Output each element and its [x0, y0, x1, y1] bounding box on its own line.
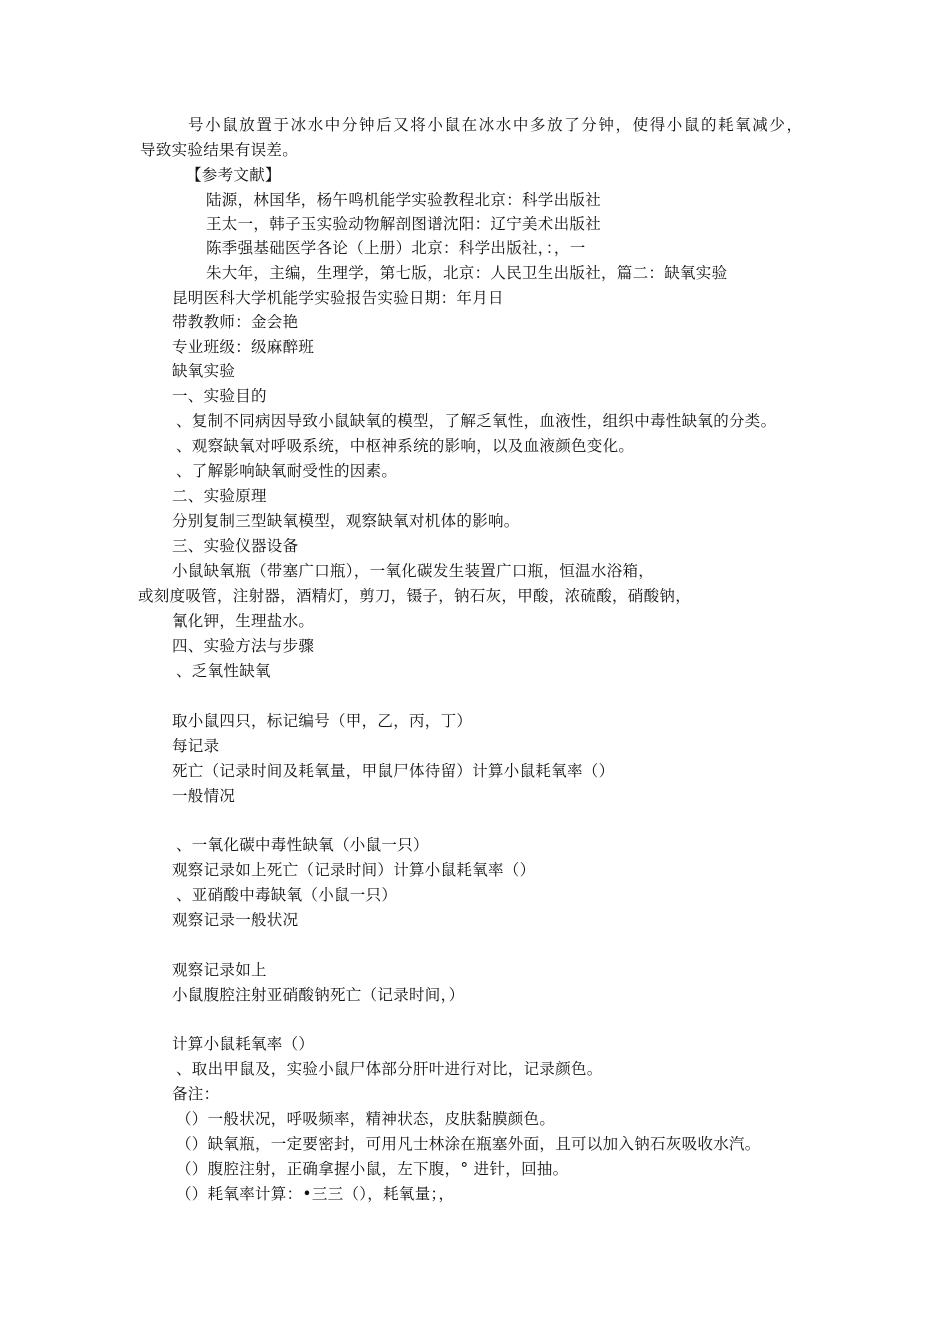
- reference-item-4: 朱大年，主编，生理学，第七版，北京：人民卫生出版社，篇二：缺氧实验: [206, 264, 728, 282]
- references-heading: 【参考文献】: [186, 166, 281, 184]
- equipment-line-3: 氰化钾，生理盐水。: [172, 612, 315, 630]
- note-item-4: （）耗氧率计算：•三三（），耗氧量；，: [176, 1185, 455, 1203]
- note-item-1: （）一般状况，呼吸频率，精神状态，皮肤黏膜颜色。: [176, 1110, 556, 1128]
- methods-line-4: 死亡（记录时间及耗氧量，甲鼠尸体待留）计算小鼠耗氧率（）: [172, 762, 615, 780]
- reference-item-3: 陈季强基础医学各论（上册）北京：科学出版社，：，一: [206, 239, 586, 257]
- principle-heading: 二、实验原理: [172, 487, 267, 505]
- notes-heading: 备注：: [172, 1085, 220, 1103]
- purpose-item-2: 、观察缺氧对呼吸系统，中枢神系统的影响，以及血液颜色变化。: [176, 437, 635, 455]
- note-item-2: （）缺氧瓶，一定要密封，可用凡士林涂在瓶塞外面，且可以加入钠石灰吸收水汽。: [176, 1135, 761, 1153]
- purpose-item-3: 、了解影响缺氧耐受性的因素。: [176, 462, 398, 480]
- report-class: 专业班级：级麻醉班: [172, 338, 315, 356]
- report-header: 昆明医科大学机能学实验报告实验日期：年月日: [172, 289, 504, 307]
- methods-line-5: 一般情况: [172, 787, 236, 805]
- purpose-heading: 一、实验目的: [172, 387, 267, 405]
- principle-text: 分别复制三型缺氧模型，观察缺氧对机体的影响。: [172, 512, 520, 530]
- intro-line-1: 号小鼠放置于冰水中分钟后又将小鼠在冰水中多放了分钟，使得小鼠的耗氧减少，: [188, 116, 804, 134]
- methods-line-10: 观察记录如上: [172, 961, 267, 979]
- methods-line-13: 、取出甲鼠及，实验小鼠尸体部分肝叶进行对比，记录颜色。: [176, 1060, 603, 1078]
- purpose-item-1: 、复制不同病因导致小鼠缺氧的模型，了解乏氧性，血液性，组织中毒性缺氧的分类。: [176, 412, 777, 430]
- methods-line-1: 、乏氧性缺氧: [176, 662, 271, 680]
- methods-line-11: 小鼠腹腔注射亚硝酸钠死亡（记录时间，）: [172, 986, 465, 1004]
- methods-heading: 四、实验方法与步骤: [172, 637, 315, 655]
- equipment-line-1: 小鼠缺氧瓶（带塞广口瓶），一氧化碳发生装置广口瓶，恒温水浴箱，: [172, 562, 655, 580]
- methods-line-8: 、亚硝酸中毒缺氧（小鼠一只）: [176, 886, 398, 904]
- methods-line-2: 取小鼠四只，标记编号（甲，乙，丙，丁）: [172, 712, 473, 730]
- equipment-heading: 三、实验仪器设备: [172, 537, 299, 555]
- intro-line-2: 导致实验结果有误差。: [140, 141, 299, 159]
- note-item-3: （）腹腔注射，正确拿握小鼠，左下腹，° 进针，回抽。: [176, 1160, 569, 1178]
- reference-item-1: 陆源，林国华，杨午鸣机能学实验教程北京：科学出版社: [206, 191, 602, 209]
- report-title: 缺氧实验: [172, 362, 236, 380]
- methods-line-12: 计算小鼠耗氧率（）: [172, 1035, 315, 1053]
- methods-line-3: 每记录: [172, 737, 220, 755]
- methods-line-7: 观察记录如上死亡（记录时间）计算小鼠耗氧率（）: [172, 861, 536, 879]
- equipment-line-2: 或刻度吸管，注射器，酒精灯，剪刀，镊子，钠石灰，甲酸，浓硫酸，硝酸钠，: [138, 587, 692, 605]
- reference-item-2: 王太一，韩子玉实验动物解剖图谱沈阳：辽宁美术出版社: [206, 215, 602, 233]
- methods-line-9: 观察记录一般状况: [172, 911, 299, 929]
- report-teacher: 带教教师：金会艳: [172, 313, 299, 331]
- methods-line-6: 、一氧化碳中毒性缺氧（小鼠一只）: [176, 836, 429, 854]
